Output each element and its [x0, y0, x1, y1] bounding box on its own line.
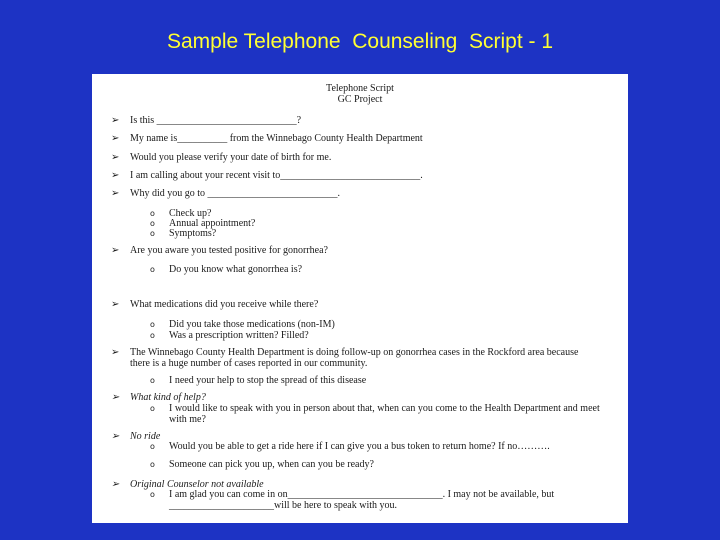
script-document — [92, 74, 628, 523]
script-subitem: o Was a prescription written? Filled? — [150, 330, 309, 341]
script-item: ➢ Is this ____________________________? — [111, 115, 302, 126]
arrow-bullet-icon: ➢ — [111, 479, 120, 490]
arrow-bullet-icon: ➢ — [111, 299, 120, 310]
script-subitem: o Someone can pick you up, when can you be ready? — [150, 459, 374, 470]
slide-title: Sample Telephone Counseling Script - 1 — [166, 30, 553, 53]
arrow-bullet-icon: ➢ — [111, 133, 120, 144]
circle-bullet-icon: o — [150, 209, 155, 218]
arrow-bullet-icon: ➢ — [111, 245, 120, 256]
circle-bullet-icon: o — [150, 442, 155, 451]
arrow-bullet-icon: ➢ — [111, 188, 120, 199]
script-item: ➢ Why did you go to __________________________. — [111, 188, 340, 199]
arrow-bullet-icon: ➢ — [111, 347, 120, 358]
circle-bullet-icon: o — [150, 265, 155, 274]
circle-bullet-icon: o — [150, 460, 155, 469]
script-subitem: o Did you take those medications (non-IM) — [150, 319, 335, 330]
script-subitem: o I am glad you can come in on_______________________________. I may not be available, but _____________________will be here to speak with you. — [150, 489, 555, 511]
script-subitem: o I need your help to stop the spread of this disease — [150, 375, 367, 386]
script-subitem: o Annual appointment? — [150, 218, 256, 229]
circle-bullet-icon: o — [150, 404, 155, 413]
arrow-bullet-icon: ➢ — [111, 170, 120, 181]
circle-bullet-icon: o — [150, 320, 155, 329]
script-subitem: o Do you know what gonorrhea is? — [150, 264, 303, 275]
arrow-bullet-icon: ➢ — [111, 392, 120, 403]
circle-bullet-icon: o — [150, 331, 155, 340]
script-item: ➢ What medications did you receive while there? — [111, 299, 319, 310]
circle-bullet-icon: o — [150, 229, 155, 238]
script-item: ➢ No ride — [111, 431, 161, 442]
script-item: ➢ Are you aware you tested positive for gonorrhea? — [111, 245, 328, 256]
script-item: ➢ The Winnebago County Health Department is doing follow-up on gonorrhea cases in the Rockford area because there is a huge number of cases reported in our community. — [111, 347, 579, 369]
script-subitem: o Symptoms? — [150, 228, 217, 239]
arrow-bullet-icon: ➢ — [111, 115, 120, 126]
document-heading: Telephone Script — [326, 83, 394, 94]
circle-bullet-icon: o — [150, 490, 155, 499]
document-subheading: GC Project — [337, 94, 383, 105]
script-subitem: o Check up? — [150, 208, 212, 219]
script-item: ➢ Would you please verify your date of birth for me. — [111, 152, 332, 163]
circle-bullet-icon: o — [150, 376, 155, 385]
circle-bullet-icon: o — [150, 219, 155, 228]
script-subitem: o Would you be able to get a ride here if I can give you a bus token to return home? If no………. — [150, 441, 550, 452]
document-header — [92, 83, 628, 105]
script-item: ➢ I am calling about your recent visit to____________________________. — [111, 170, 423, 181]
script-subitem: o I would like to speak with you in person about that, when can you come to the Health Department and meet with me? — [150, 403, 600, 425]
script-item: ➢ My name is__________ from the Winnebago County Health Department — [111, 133, 423, 144]
arrow-bullet-icon: ➢ — [111, 431, 120, 442]
script-item: ➢ What kind of help? — [111, 392, 206, 403]
arrow-bullet-icon: ➢ — [111, 152, 120, 163]
script-item: ➢ Original Counselor not available — [111, 479, 264, 490]
